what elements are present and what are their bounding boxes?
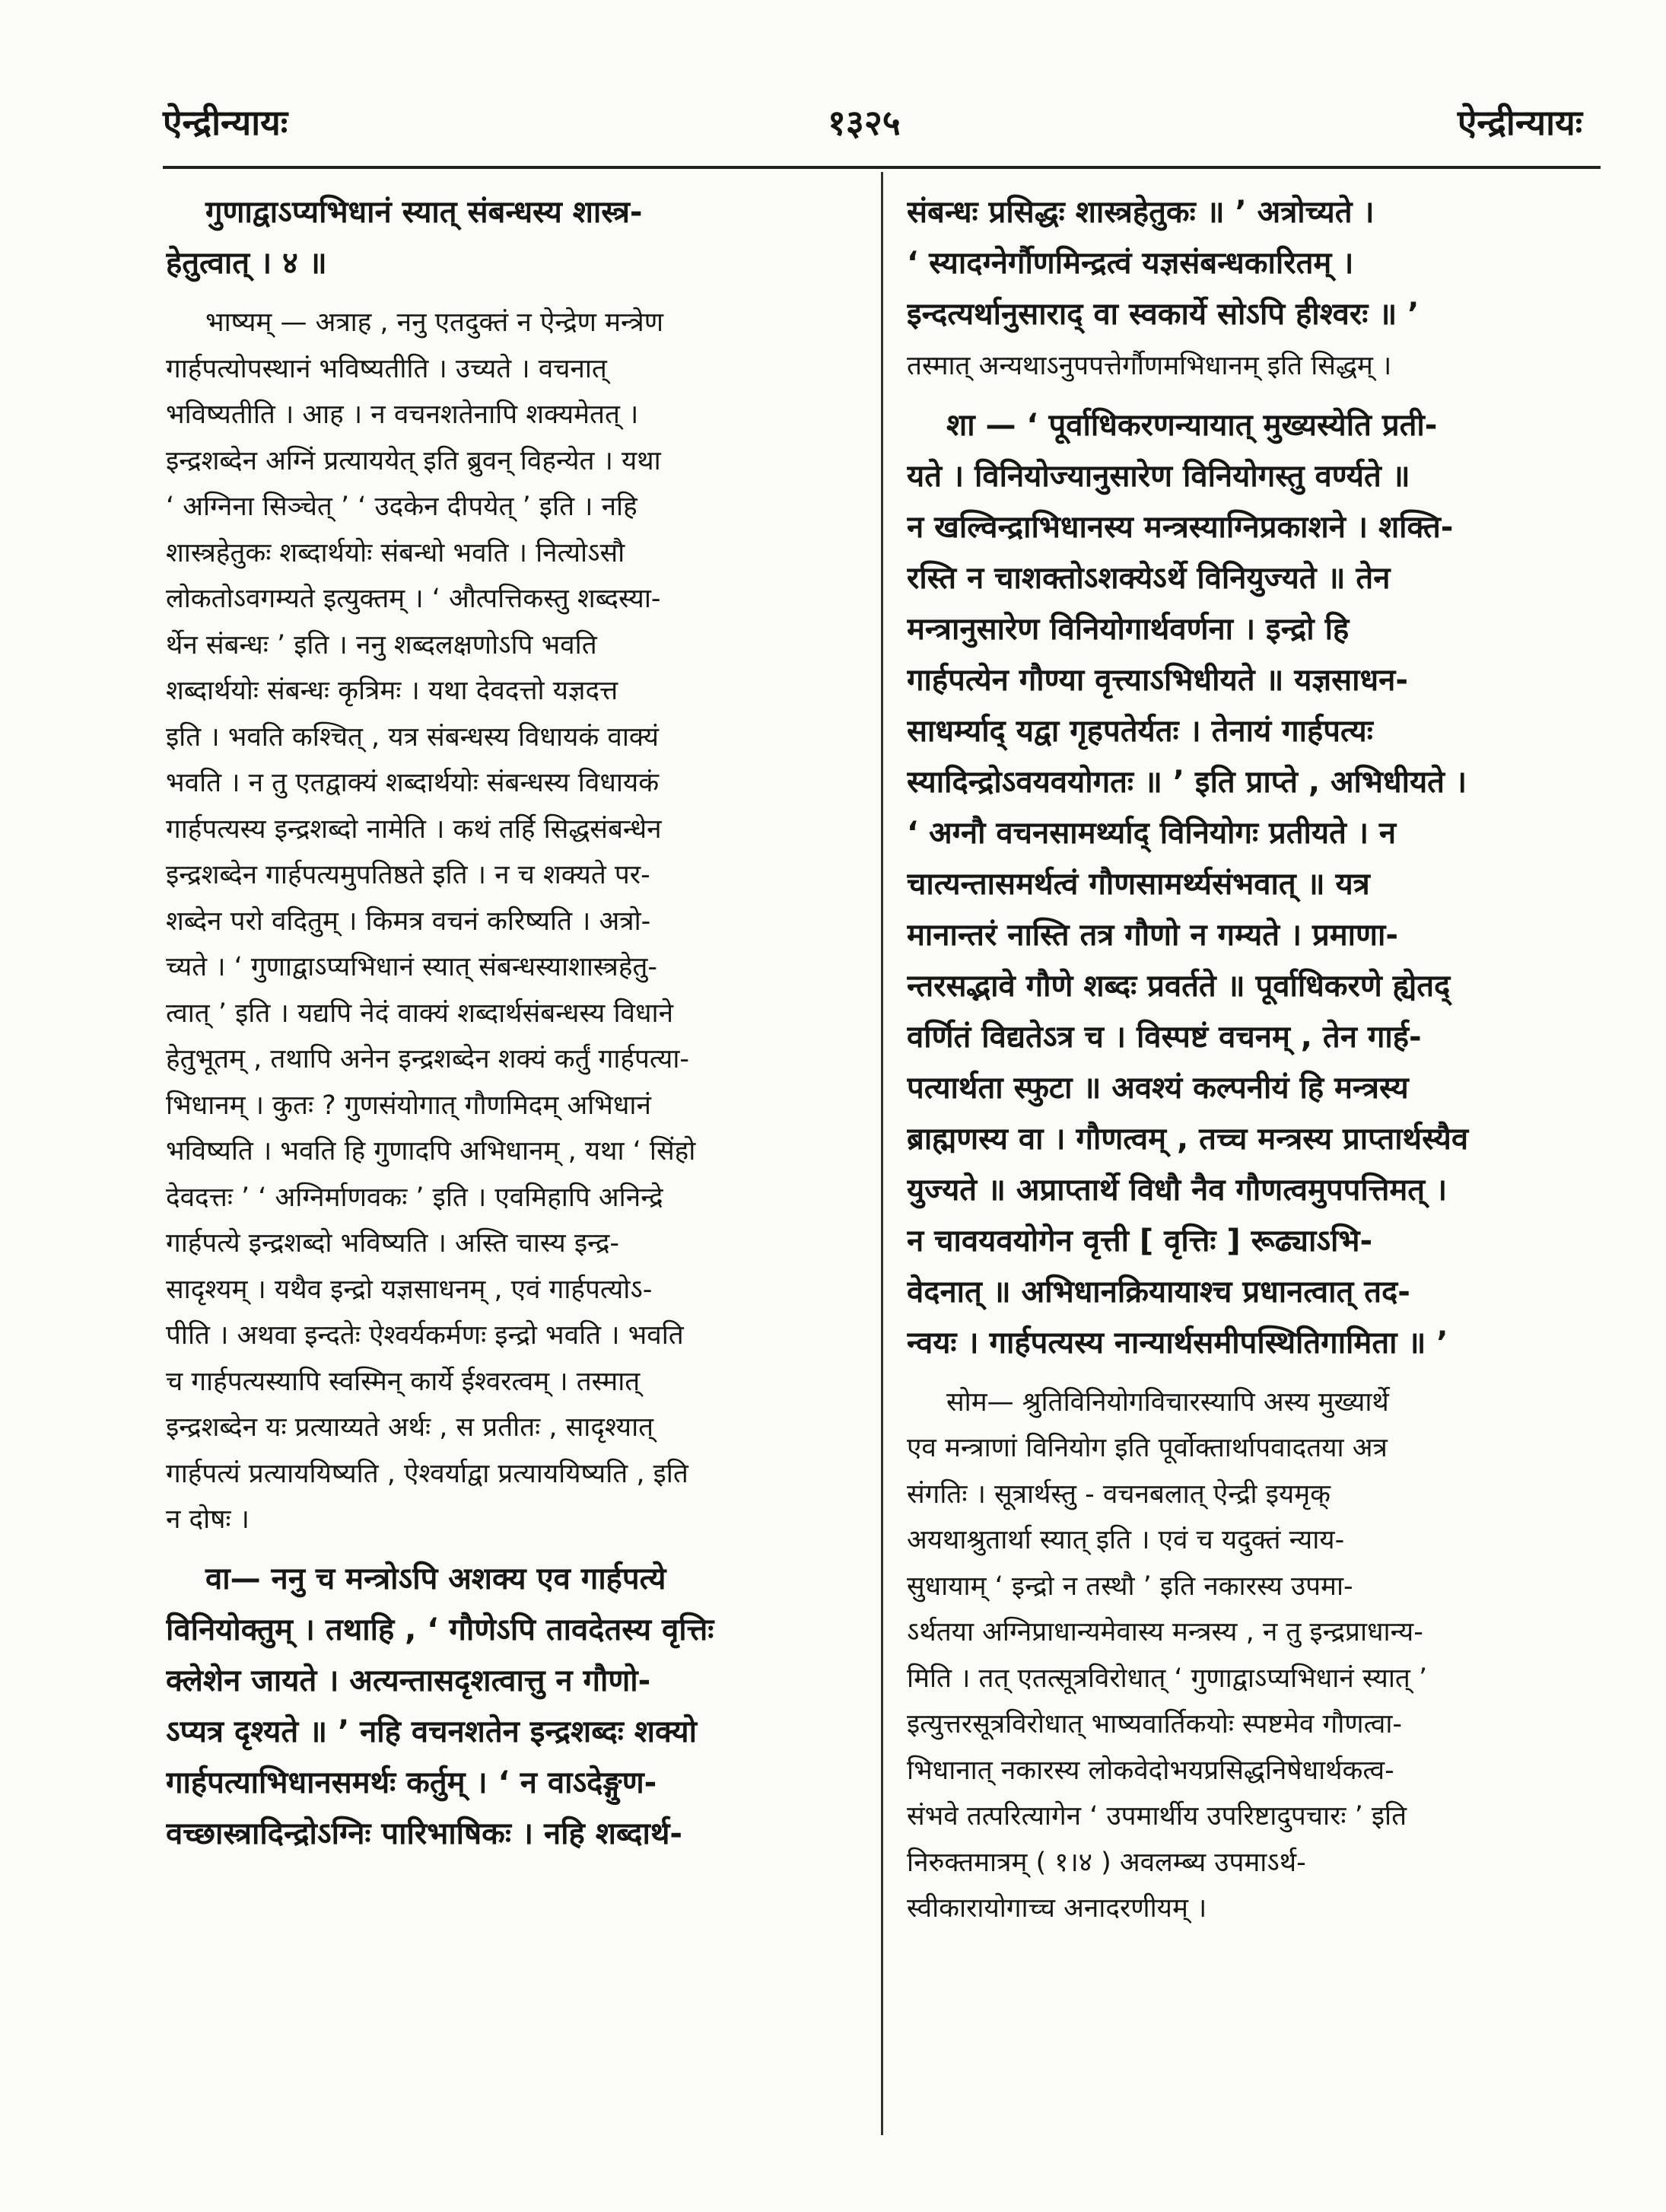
text-line: र्थेन संबन्धः ’ इति । ननु शब्दलक्षणोऽपि भवति <box>166 629 597 660</box>
text-line: सुधायाम् ‘ इन्द्रो न तस्थौ ’ इति नकारस्य उपमा- <box>907 1571 1353 1602</box>
text-line: भाष्यम् — अत्राह , ननु एतदुक्तं न ऐन्द्रेण मन्त्रेण <box>205 307 664 338</box>
text-line: स्वीकारायोगाच्च अनादरणीयम् । <box>907 1893 1207 1924</box>
text-line: संभवे तत्परित्यागेन ‘ उपमार्थीय उपरिष्टादुपचारः ’ इति <box>907 1801 1407 1832</box>
text-line: सोम— श्रुतिविनियोगविचारस्यापि अस्य मुख्यार्थे <box>946 1386 1389 1418</box>
text-line: रस्ति न चाशक्तोऽशक्येऽर्थे विनियुज्यते ॥ तेन <box>907 560 1391 596</box>
text-line: शास्त्रहेतुकः शब्दार्थयोः संबन्धो भवति । नित्योऽसौ <box>166 537 625 568</box>
text-line: इन्द्रशब्देन अग्निं प्रत्याययेत् इति ब्रुवन् विहन्येत । यथा <box>166 445 661 476</box>
text-line: गार्हपत्यस्य इन्द्रशब्दो नामेति । कथं तर्हि सिद्धसंबन्धेन <box>166 813 662 845</box>
text-line: अयथाश्रुतार्था स्यात् इति । एवं च यदुक्तं न्याय- <box>907 1525 1345 1555</box>
text-line: एव मन्त्राणां विनियोग इति पूर्वोक्तार्थापवादतया अत्र <box>907 1433 1388 1463</box>
text-line: हेतुभूतम् , तथापि अनेन इन्द्रशब्देन शक्यं कर्तुं गार्हपत्या- <box>166 1044 690 1074</box>
text-line: भिधानात् नकारस्य लोकवेदोभयप्रसिद्धनिषेधार्थकत्व- <box>907 1755 1394 1786</box>
text-line: तस्मात् अन्यथाऽनुपपत्तेर्गौणमभिधानम् इति सिद्धम् । <box>907 351 1392 381</box>
text-line: यते । विनियोज्यानुसारेण विनियोगस्तु वर्ण्यते ॥ <box>907 458 1410 494</box>
bhashya-text <box>166 300 858 1543</box>
text-line: संबन्धः प्रसिद्धः शास्त्रहेतुकः ॥ ’ अत्रोच्यते । <box>907 195 1375 230</box>
text-line: वर्णितं विद्यतेऽत्र च । विस्पष्टं वचनम् , तेन गार्ह- <box>907 1019 1422 1055</box>
text-line: च गार्हपत्यस्यापि स्वस्मिन् कार्ये ईश्वरत्वम् । तस्मात् <box>166 1366 641 1397</box>
text-line: गार्हपत्यं प्रत्याययिष्यति , ऐश्वर्याद्वा प्रत्याययिष्यति , इति <box>166 1458 688 1489</box>
text-line: इति । भवति कश्चित् , यत्र संबन्धस्य विधायकं वाक्यं <box>166 721 659 753</box>
sutra-text <box>166 187 858 289</box>
page-number: १३२५ <box>828 102 901 143</box>
text-line: वच्छास्त्रादिन्द्रोऽग्निः पारिभाषिकः । नहि शब्दार्थ- <box>166 1816 682 1851</box>
text-line: पीति । अथवा इन्दतेः ऐश्वर्यकर्मणः इन्द्रो भवति । भवति <box>166 1320 684 1351</box>
text-line: गार्हपत्योपस्थानं भविष्यतीति । उच्यते । वचनात् <box>166 353 607 384</box>
running-head-right: ऐन्द्रीन्यायः <box>1457 102 1582 143</box>
soma-commentary <box>907 1380 1599 1932</box>
text-line: भविष्यति । भवति हि गुणादपि अभिधानम् , यथा ‘ सिंहो <box>166 1136 696 1166</box>
left-column <box>166 187 858 1870</box>
header-rule <box>163 166 1601 169</box>
text-line: ब्राह्मणस्य वा । गौणत्वम् , तच्च मन्त्रस्य प्राप्तार्थस्यैव <box>907 1121 1469 1157</box>
text-line: संगतिः । सूत्रार्थस्तु - वचनबलात् ऐन्द्री इयमृक् <box>907 1478 1331 1510</box>
text-line: निरुक्तमात्रम् ( १।४ ) अवलम्ब्य उपमाऽर्थ- <box>907 1847 1306 1878</box>
varttika-text <box>166 1554 858 1860</box>
text-line: च्यते । ‘ गुणाद्वाऽप्यभिधानं स्यात् संबन्धस्याशास्त्रहेतु- <box>166 952 657 982</box>
varttika-continuation <box>907 187 1599 340</box>
text-line: गुणाद्वाऽप्यभिधानं स्यात् संबन्धस्य शास्त्र- <box>205 195 643 230</box>
text-line: साधर्म्याद् यद्वा गृहपतेर्यतः । तेनायं गार्हपत्यः <box>907 713 1373 749</box>
text-line: इन्द्रशब्देन यः प्रत्याय्यते अर्थः , स प्रतीतः , सादृश्यात् <box>166 1412 654 1443</box>
text-line: वा— ननु च मन्त्रोऽपि अशक्य एव गार्हपत्ये <box>205 1561 666 1596</box>
text-line: गार्हपत्येन गौण्या वृत्त्याऽभिधीयते ॥ यज्ञसाधन- <box>907 662 1408 698</box>
text-line: न खल्विन्द्राभिधानस्य मन्त्रस्याग्निप्रकाशने । शक्ति- <box>907 509 1454 545</box>
text-line: स्यादिन्द्रोऽवयवयोगतः ॥ ’ इति प्राप्ते , अभिधीयते । <box>907 764 1467 800</box>
running-head-left: ऐन्द्रीन्यायः <box>163 102 288 143</box>
text-line: मन्त्रानुसारेण विनियोगार्थवर्णना । इन्द्रो हि <box>907 611 1350 647</box>
text-line: देवदत्तः ’ ‘ अग्निर्माणवकः ’ इति । एवमिहापि अनिन्द्रे <box>166 1182 663 1213</box>
text-line: भिधानम् । कुतः ? गुणसंयोगात् गौणमिदम् अभिधानं <box>166 1090 651 1121</box>
text-line: शब्देन परो वदितुम् । किमत्र वचनं करिष्यति । अत्रो- <box>166 905 651 937</box>
varttika-conclusion <box>907 343 1599 390</box>
text-line: चात्यन्तासमर्थत्वं गौणसामर्थ्यसंभवात् ॥ यत्र <box>907 866 1370 902</box>
text-line: सादृश्यम् । यथैव इन्द्रो यज्ञसाधनम् , एवं गार्हपत्योऽ- <box>166 1274 653 1305</box>
text-line: मानान्तरं नास्ति तत्र गौणो न गम्यते । प्रमाणा- <box>907 917 1398 953</box>
text-line: इन्द्रशब्देन गार्हपत्यमुपतिष्ठते इति । न च शक्यते पर- <box>166 860 650 890</box>
text-line: युज्यते ॥ अप्राप्तार्थे विधौ नैव गौणत्वमुपपत्तिमत् । <box>907 1172 1448 1208</box>
text-line: न्तरसद्भावे गौणे शब्दः प्रवर्तते ॥ पूर्वाधिकरणे ह्येतद् <box>907 968 1451 1004</box>
shastradipika-text <box>907 400 1599 1369</box>
text-line: क्लेशेन जायते । अत्यन्तासदृशत्वात्तु न गौणो- <box>166 1663 651 1698</box>
text-line: न्वयः । गार्हपत्यस्य नान्यार्थसमीपस्थितिगामिता ॥ ’ <box>907 1325 1448 1361</box>
right-column <box>907 187 1599 1943</box>
text-line: ऽप्यत्र दृश्यते ॥ ’ नहि वचनशतेन इन्द्रशब्दः शक्यो <box>166 1714 697 1749</box>
text-line: शा — ‘ पूर्वाधिकरणन्यायात् मुख्यस्येति प्रती- <box>946 407 1438 443</box>
text-line: भविष्यतीति । आह । न वचनशतेनापि शक्यमेतत् । <box>166 399 639 430</box>
text-line: पत्यार्थता स्फुटा ॥ अवश्यं कल्पनीयं हि मन्त्रस्य <box>907 1070 1409 1106</box>
text-line: ‘ स्यादग्नेर्गौणमिन्द्रत्वं यज्ञसंबन्धकारितम् । <box>907 246 1354 281</box>
text-line: शब्दार्थयोः संबन्धः कृत्रिमः । यथा देवदत्तो यज्ञदत्त <box>166 676 618 706</box>
text-line: त्वात् ’ इति । यद्यपि नेदं वाक्यं शब्दार्थसंबन्धस्य विधाने <box>166 998 673 1029</box>
text-line: मिति । तत् एतत्सूत्रविरोधात् ‘ गुणाद्वाऽप्यभिधानं स्यात् ’ <box>907 1663 1428 1694</box>
text-line: वेदनात् ॥ अभिधानक्रियायाश्च प्रधानत्वात् तद- <box>907 1274 1410 1310</box>
text-line: लोकतोऽवगम्यते इत्युक्तम् । ‘ औत्पत्तिकस्तु शब्दस्या- <box>166 584 661 614</box>
text-line: विनियोक्तुम् । तथाहि , ‘ गौणेऽपि तावदेतस्य वृत्तिः <box>166 1612 714 1647</box>
text-line: ऽर्थतया अग्निप्राधान्यमेवास्य मन्त्रस्य , न तु इन्द्रप्राधान्य- <box>907 1617 1423 1647</box>
text-line: न चावयवयोगेन वृत्ती [ वृत्तिः ] रूढ्याऽभि- <box>907 1223 1373 1259</box>
text-line: गार्हपत्याभिधानसमर्थः कर्तुम् । ‘ न वाऽदेङ्गुण- <box>166 1765 657 1800</box>
text-line: भवति । न तु एतद्वाक्यं शब्दार्थयोः संबन्धस्य विधायकं <box>166 768 660 798</box>
text-line: ‘ अग्निना सिञ्चेत् ’ ‘ उदकेन दीपयेत् ’ इति । नहि <box>166 492 637 522</box>
text-line: न दोषः । <box>166 1504 250 1535</box>
text-line: ‘ अग्नौ वचनसामर्थ्याद् विनियोगः प्रतीयते । न <box>907 815 1397 851</box>
text-line: इन्दत्यर्थानुसाराद् वा स्वकार्ये सोऽपि हीश्वरः ॥ ’ <box>907 297 1420 332</box>
text-line: इत्युत्तरसूत्रविरोधात् भाष्यवार्तिकयोः स्पष्टमेव गौणत्वा- <box>907 1709 1403 1739</box>
column-divider <box>881 172 883 2135</box>
text-line: हेतुत्वात् । ४ ॥ <box>166 246 327 281</box>
text-line: गार्हपत्ये इन्द्रशब्दो भविष्यति । अस्ति चास्य इन्द्र- <box>166 1228 620 1259</box>
